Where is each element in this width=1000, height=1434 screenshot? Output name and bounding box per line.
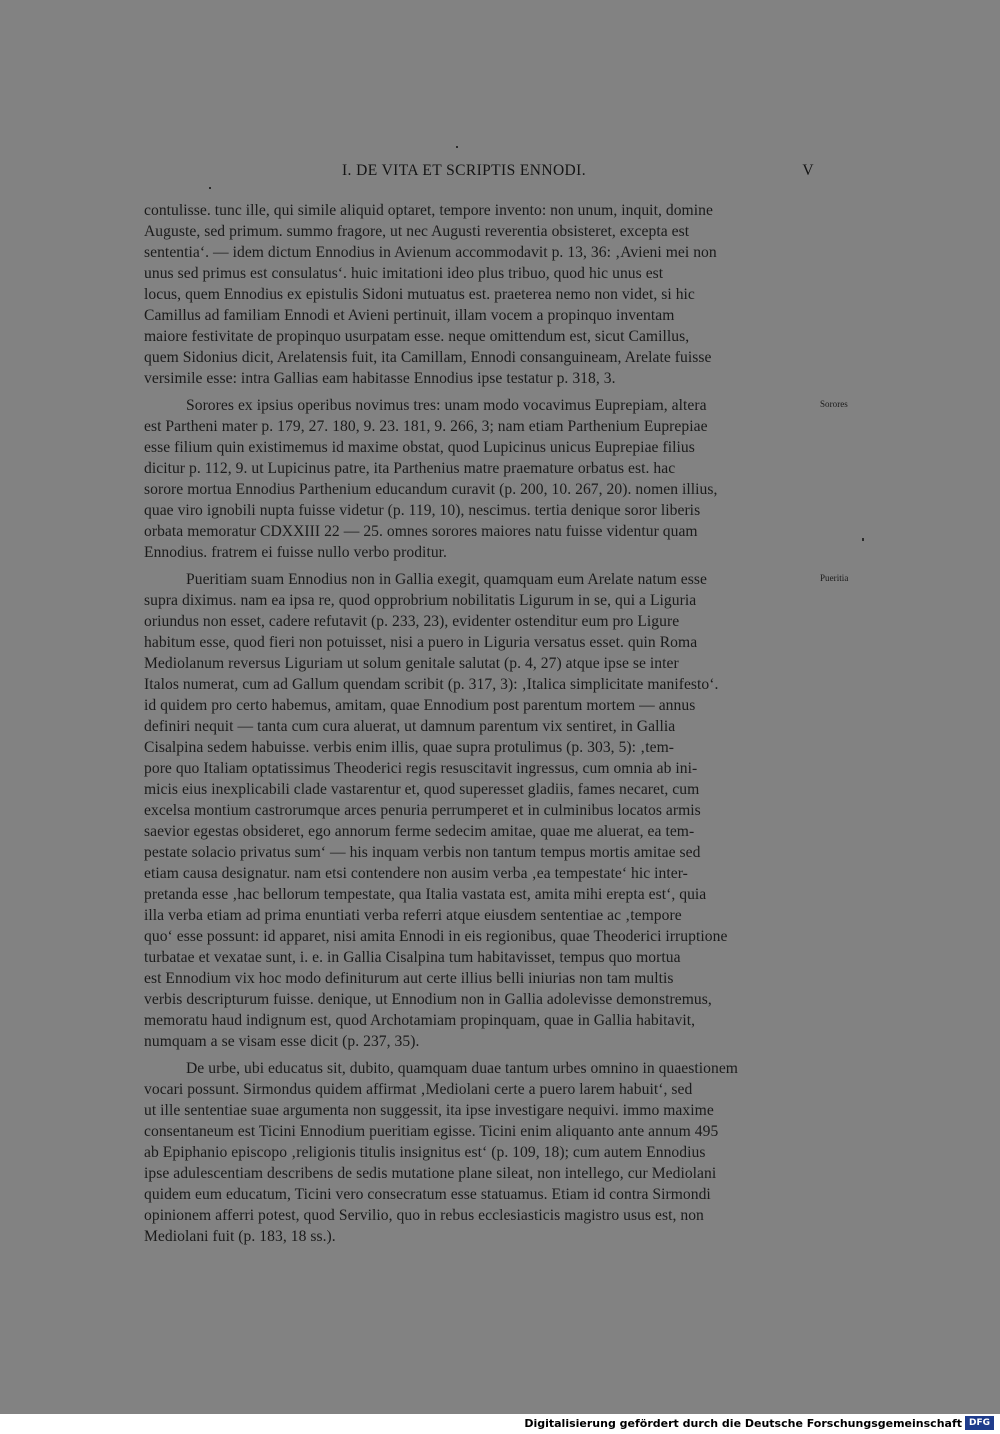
scan-speck <box>209 187 211 189</box>
running-header <box>144 161 814 183</box>
text-line: contulisse. tunc ille, qui simile aliquid optaret, tempore invento: non unum, inquit, domine <box>144 202 713 219</box>
text-line: quae viro ignobili nupta fuisse videtur (p. 119, 10), nescimus. tertia denique soror liberis <box>144 502 701 519</box>
text-line: ab Epiphanio episcopo ‚religionis titulis insignitus est‘ (p. 109, 18); cum autem Ennodius <box>144 1144 706 1161</box>
funding-credit: Digitalisierung gefördert durch die Deutsche Forschungsgemeinschaft <box>524 1417 962 1430</box>
text-line: consentaneum est Ticini Ennodium pueritiam egisse. Ticini enim aliquanto ante annum 495 <box>144 1123 719 1140</box>
text-line: pore quo Italiam optatissimus Theoderici regis resuscitavit ingressus, cum omnia ab ini- <box>144 760 698 777</box>
text-line: vocari possunt. Sirmondus quidem affirmat ‚Mediolani certe a puero larem habuit‘, sed <box>144 1081 693 1098</box>
text-line: orbata memoratur CDXXIII 22 — 25. omnes sorores maiores natu fuisse videntur quam <box>144 523 698 540</box>
text-line: quo‘ esse possunt: id apparet, nisi amita Ennodi in eis regionibus, quae Theoderici irruptione <box>144 928 728 945</box>
text-line: illa verba etiam ad prima enuntiati verba referri atque eiusdem sententiae ac ‚tempore <box>144 907 682 924</box>
text-line: est Ennodium vix hoc modo definiturum aut certe illius belli iniurias non tam multis <box>144 970 674 987</box>
margin-note: Sorores <box>820 399 848 409</box>
text-line: Ennodius. fratrem ei fuisse nullo verbo proditur. <box>144 544 448 561</box>
text-line: turbatae et vexatae sunt, i. e. in Gallia Cisalpina tum habitavisset, tempus quo mortua <box>144 949 681 966</box>
text-line: ut ille sententiae suae argumenta non suggessit, ita ipse investigare nequivi. immo maxime <box>144 1102 714 1119</box>
text-line: supra diximus. nam ea ipsa re, quod opprobrium nobilitatis Ligurum in se, qui a Liguria <box>144 592 697 609</box>
text-line: esse filium quin existimemus id maxime obstat, quod Lupicinus unicus Euprepiae filius <box>144 439 695 456</box>
paragraph <box>144 395 848 563</box>
text-line: opinionem afferri potest, quod Servilio, quo in rebus ecclesiasticis magistro usus est, non <box>144 1207 704 1224</box>
paragraph <box>144 1058 814 1247</box>
text-line: quidem eum educatum, Ticini vero consecratum esse statuamus. Etiam id contra Sirmondi <box>144 1186 711 1203</box>
text-line: quem Sidonius dicit, Arelatensis fuit, ita Camillam, Ennodi consanguineam, Arelate fuisse <box>144 349 712 366</box>
text-line: Italos numerat, cum ad Gallum quendam scribit (p. 317, 3): ‚Italica simplicitate manifesto‘. <box>144 676 719 693</box>
text-line: ipse adulescentiam describens de sedis mutatione plane sileat, non intellego, cur Mediolani <box>144 1165 717 1182</box>
text-line: micis eius inexplicabili clade vastarentur et, quod superesset gladiis, fames necaret, cum <box>144 781 700 798</box>
text-line: Camillus ad familiam Ennodi et Avieni pertinuit, illam vocem a propinquo inventam <box>144 307 675 324</box>
text-line: Mediolanum reversus Liguriam ut solum genitale salutat (p. 4, 27) atque ipse se inter <box>144 655 679 672</box>
text-line: versimile esse: intra Gallias eam habitasse Ennodius ipse testatur p. 318, 3. <box>144 370 616 387</box>
text-line: saevior egestas obsideret, ego annorum ferme sedecim amitae, quae me aluerat, ea tem- <box>144 823 695 840</box>
text-line: verbis descripturum fuisse. denique, ut Ennodium non in Gallia adolevisse demonstremus, <box>144 991 712 1008</box>
text-line: definiri nequit — tanta cum cura aluerat, ut damnum parentum vix sentiret, in Gallia <box>144 718 676 735</box>
text-line: excelsa montium castrorumque arces penuria perrumperet et in culminibus locatos armis <box>144 802 701 819</box>
scan-speck <box>456 146 458 148</box>
text-line: id quidem pro certo habemus, amitam, quae Ennodium post parentum mortem — annus <box>144 697 696 714</box>
page-number: V <box>802 162 814 179</box>
page-body <box>144 200 849 1253</box>
dfg-logo: DFG <box>965 1416 994 1430</box>
text-line: locus, quem Ennodius ex epistulis Sidoni mutuatus est. praeterea nemo non videt, si hic <box>144 286 695 303</box>
text-line: pretanda esse ‚hac bellorum tempestate, qua Italia vastata est, amita mihi erepta est‘, quia <box>144 886 707 903</box>
text-line: dicitur p. 112, 9. ut Lupicinus patre, ita Parthenius matre praemature orbatus est. hac <box>144 460 676 477</box>
text-line: Cisalpina sedem habuisse. verbis enim illis, quae supra protulimus (p. 303, 5): ‚tem- <box>144 739 675 756</box>
text-line: memoratu haud indignum est, quod Archotamiam propinquam, quae in Gallia habitavit, <box>144 1012 696 1029</box>
text-line: Sorores ex ipsius operibus novimus tres: unam modo vocavimus Euprepiam, altera <box>186 397 707 414</box>
text-line: sententia‘. — idem dictum Ennodius in Avienum accommodavit p. 13, 36: ‚Avieni mei non <box>144 244 717 261</box>
text-line: unus sed primus est consulatus‘. huic imitationi ideo plus tribuo, quod hic unus est <box>144 265 664 282</box>
text-line: oriundus non esset, cadere refutavit (p. 233, 23), evidenter ostenditur eum pro Ligure <box>144 613 680 630</box>
text-line: pestate solacio privatus sum‘ — his inquam verbis non tantum tempus mortis amitae sed <box>144 844 701 861</box>
running-title: I. DE VITA ET SCRIPTIS ENNODI. <box>342 162 586 179</box>
margin-note: Pueritia <box>820 573 849 583</box>
text-line: habitum esse, quod fieri non potuisset, nisi a puero in Liguria versatus esset. quin Roma <box>144 634 698 651</box>
text-line: numquam a se visam esse dicit (p. 237, 35). <box>144 1033 420 1050</box>
text-line: Auguste, sed primum. summo fragore, ut nec Augusti reverentia obsisteret, excepta est <box>144 223 690 240</box>
text-line: sorore mortua Ennodius Parthenium educandum curavit (p. 200, 10. 267, 20). nomen illius, <box>144 481 718 498</box>
text-line: Mediolani fuit (p. 183, 18 ss.). <box>144 1228 336 1245</box>
scan-speck <box>862 538 864 541</box>
text-line: Pueritiam suam Ennodius non in Gallia exegit, quamquam eum Arelate natum esse <box>186 571 707 588</box>
text-line: maiore festivitate de propinquo usurpatam esse. neque omittendum est, sicut Camillus, <box>144 328 690 345</box>
paragraph <box>144 200 814 389</box>
digitization-footer <box>0 1414 1000 1434</box>
text-line: De urbe, ubi educatus sit, dubito, quamquam duae tantum urbes omnino in quaestionem <box>186 1060 738 1077</box>
text-line: est Partheni mater p. 179, 27. 180, 9. 23. 181, 9. 266, 3; nam etiam Parthenium Euprepiae <box>144 418 708 435</box>
text-line: etiam causa designatur. nam etsi contendere non ausim verba ‚ea tempestate‘ hic inter- <box>144 865 688 882</box>
paragraph <box>144 569 849 1052</box>
